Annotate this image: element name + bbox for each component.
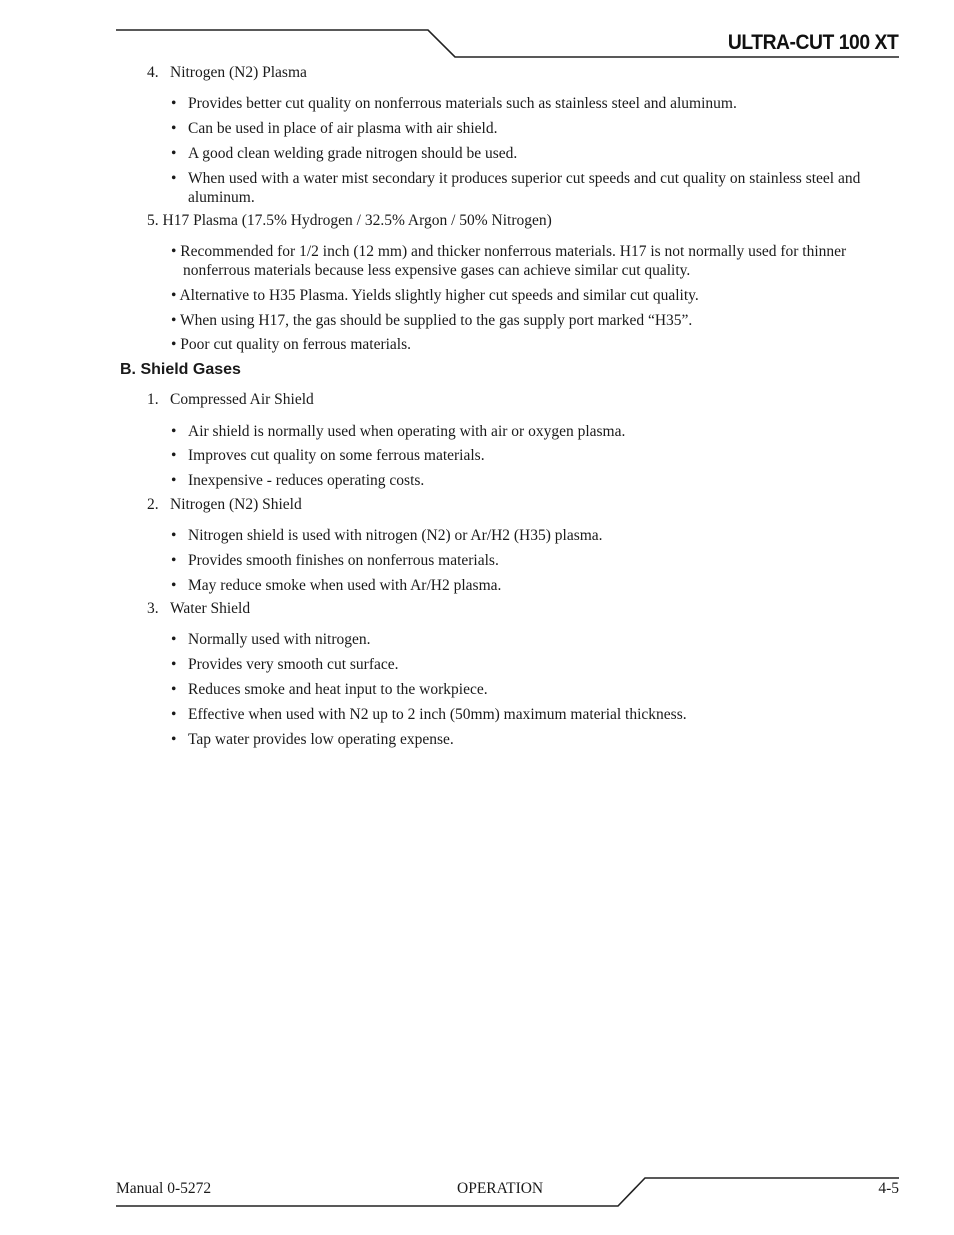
list-item: Provides smooth finishes on nonferrous materials.	[188, 552, 499, 569]
bullet-marker: •	[171, 95, 177, 112]
list-item: Effective when used with N2 up to 2 inch (50mm) maximum material thickness.	[188, 706, 687, 723]
list-heading: Water Shield	[170, 600, 251, 617]
list-heading: Nitrogen (N2) Plasma	[170, 64, 307, 81]
list-item: Provides better cut quality on nonferrous materials such as stainless steel and aluminum.	[188, 95, 737, 112]
bullet-marker: •	[171, 656, 177, 673]
bullet-marker: •	[171, 681, 177, 698]
list-item: May reduce smoke when used with Ar/H2 plasma.	[188, 577, 502, 594]
list-item: • Poor cut quality on ferrous materials.	[171, 336, 412, 353]
list-item: Normally used with nitrogen.	[188, 631, 371, 648]
bullet-marker: •	[171, 731, 177, 748]
list-item: Reduces smoke and heat input to the workpiece.	[188, 681, 488, 698]
bullet-marker: •	[171, 472, 177, 489]
section-label: OPERATION	[457, 1180, 544, 1197]
list-item: Improves cut quality on some ferrous materials.	[188, 447, 485, 464]
list-item: A good clean welding grade nitrogen should be used.	[188, 145, 518, 162]
list-item: Nitrogen shield is used with nitrogen (N2) or Ar/H2 (H35) plasma.	[188, 527, 603, 544]
list-item: Inexpensive - reduces operating costs.	[188, 472, 425, 489]
list-item: When used with a water mist secondary it produces superior cut speeds and cut quality on stainless steel and aluminum.	[188, 170, 861, 206]
bullet-marker: •	[171, 423, 177, 440]
bullet-marker: •	[171, 527, 177, 544]
bullet-marker: •	[171, 120, 177, 137]
bullet-marker: •	[171, 447, 177, 464]
list-number: 3.	[147, 600, 159, 617]
page-number: 4-5	[878, 1180, 899, 1197]
bullet-marker: •	[171, 552, 177, 569]
list-number: 2.	[147, 496, 159, 513]
bullet-marker: •	[171, 170, 177, 187]
bullet-marker: •	[171, 145, 177, 162]
list-item: Can be used in place of air plasma with air shield.	[188, 120, 498, 137]
list-number: 1.	[147, 391, 159, 408]
list-item: Air shield is normally used when operating with air or oxygen plasma.	[188, 423, 626, 440]
document-title: ULTRA-CUT 100 XT	[727, 31, 898, 54]
bullet-marker: •	[171, 577, 177, 594]
list-item: • Recommended for 1/2 inch (12 mm) and thicker nonferrous materials. H17 is not normally used for thinner nonferrous materials because less expensive gases can achieve similar cut quality.	[171, 243, 847, 279]
list-item: Provides very smooth cut surface.	[188, 656, 399, 673]
section-heading: B. Shield Gases	[120, 361, 241, 378]
bullet-marker: •	[171, 706, 177, 723]
manual-number: Manual 0-5272	[116, 1180, 212, 1197]
list-item: Tap water provides low operating expense.	[188, 731, 454, 748]
list-item: • Alternative to H35 Plasma. Yields slightly higher cut speeds and similar cut quality.	[171, 287, 699, 304]
list-number: 4.	[147, 64, 159, 81]
list-heading: Nitrogen (N2) Shield	[170, 496, 302, 513]
bullet-marker: •	[171, 631, 177, 648]
list-heading: 5. H17 Plasma (17.5% Hydrogen / 32.5% Argon / 50% Nitrogen)	[147, 212, 552, 229]
list-item: • When using H17, the gas should be supplied to the gas supply port marked “H35”.	[171, 312, 693, 329]
list-heading: Compressed Air Shield	[170, 391, 314, 408]
